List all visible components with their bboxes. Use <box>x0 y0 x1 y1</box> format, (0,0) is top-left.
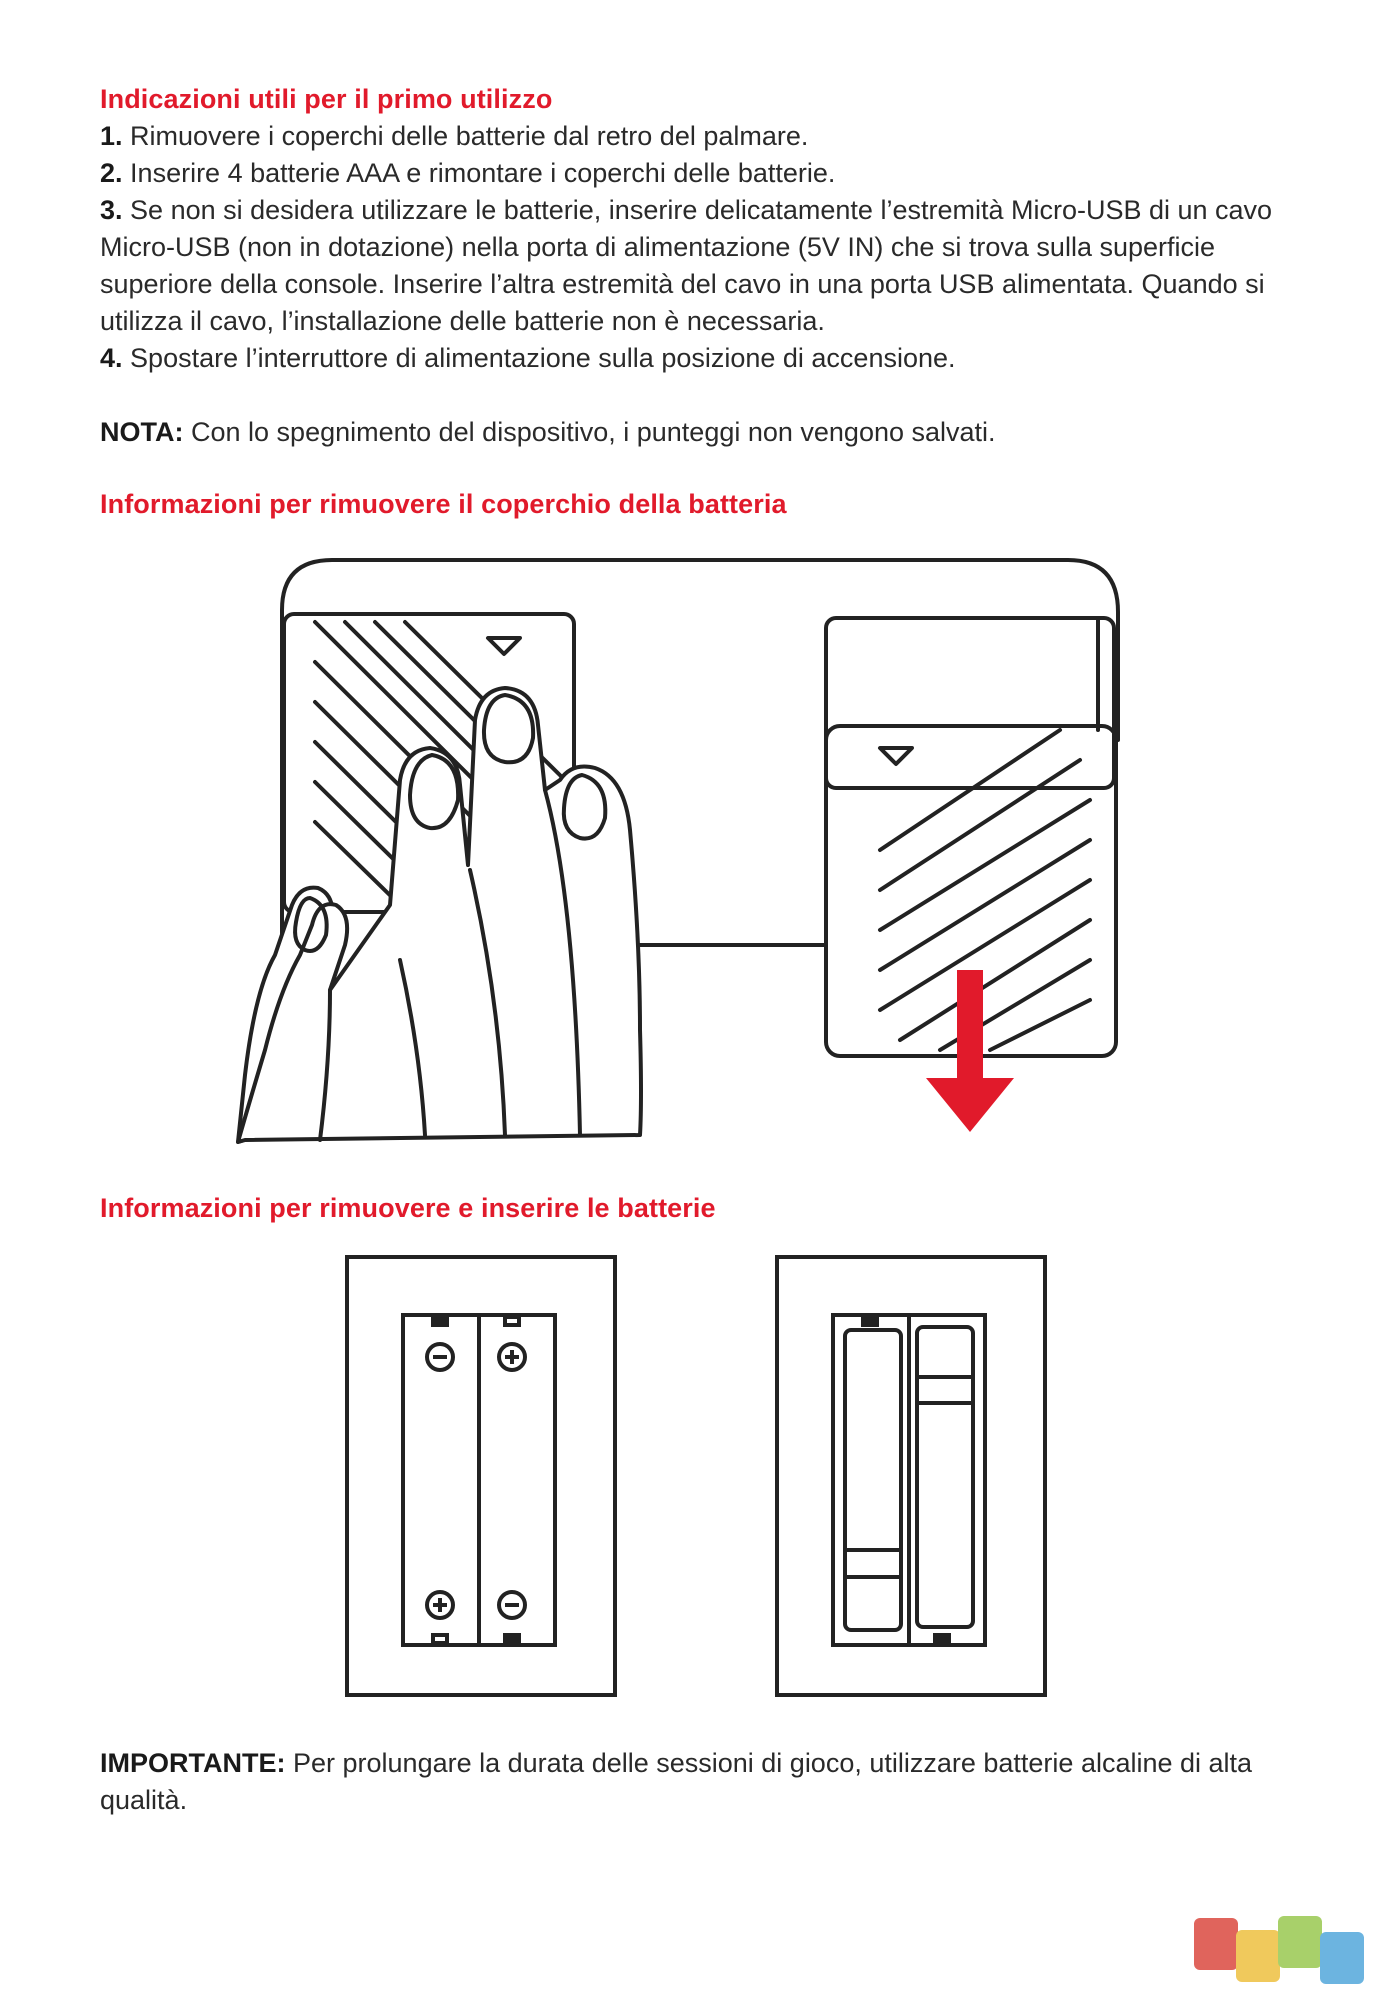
step-1: 1. Rimuovere i coperchi delle batterie dal retro del palmare. <box>100 121 809 151</box>
important-note: IMPORTANTE: Per prolungare la durata delle sessioni di gioco, utilizzare batterie alcaline di alta qualità. <box>100 1748 1253 1815</box>
section-heading-first-use: Indicazioni utili per il primo utilizzo <box>100 84 553 114</box>
battery-cover-illustration <box>220 550 1120 1150</box>
vgdb-watermark-logo <box>1192 1912 1392 1992</box>
step-2: 2. Inserire 4 batterie AAA e rimontare i coperchi delle batterie. <box>100 158 836 188</box>
battery-compartment-loaded <box>775 1255 1055 1700</box>
section-heading-batteries: Informazioni per rimuovere e inserire le batterie <box>100 1193 716 1223</box>
step-3: 3. Se non si desidera utilizzare le batterie, inserire delicatamente l’estremità Micro-USB di un cavo Micro-USB (non in dotazione) nella porta di alimentazione (5V IN) che si trova sulla superficie superiore della console. Inserire l’altra estremità del cavo in una porta USB alimentata. Quando si utilizza il cavo, l’installazione delle batterie non è necessaria. <box>100 195 1273 336</box>
note: NOTA: Con lo spegnimento del dispositivo, i punteggi non vengono salvati. <box>100 417 996 447</box>
step-4: 4. Spostare l’interruttore di alimentazione sulla posizione di accensione. <box>100 343 956 373</box>
battery-compartment-empty <box>345 1255 625 1700</box>
section-heading-battery-cover: Informazioni per rimuovere il coperchio della batteria <box>100 489 787 519</box>
